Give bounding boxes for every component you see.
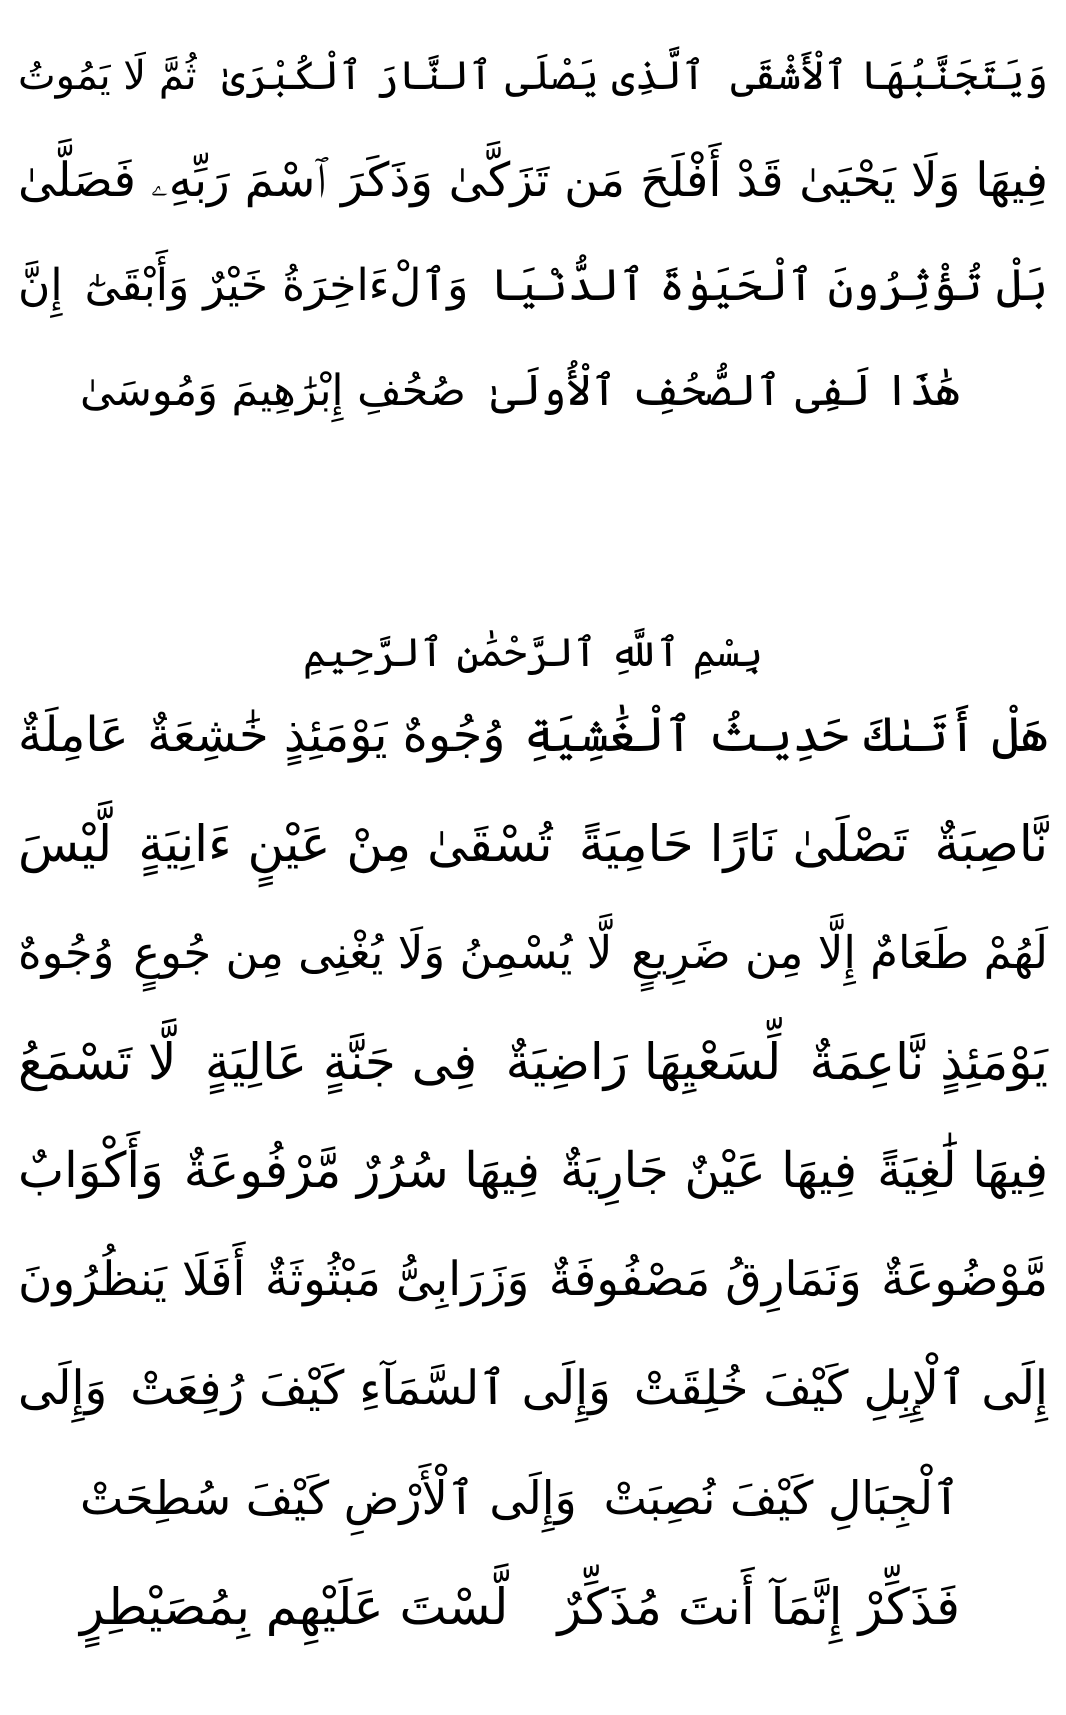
verse-phrase: وُجُوهٌ — [18, 926, 115, 979]
verse-phrase: هَٰذَا لَفِى ٱلصُّحُفِ ٱلْأُولَىٰ — [490, 366, 960, 416]
verse-phrase: لَّا يُسْمِنُ وَلَا يُغْنِى مِن جُوعٍ — [133, 926, 613, 979]
verse-phrase: تُسْقَىٰ مِنْ عَيْنٍ ءَانِيَةٍ — [138, 815, 553, 873]
verse-phrase: وَزَرَابِىُّ مَبْثُوثَةٌ — [264, 1252, 530, 1307]
verse-phrase: لَّيْسَ — [18, 815, 113, 873]
verse-phrase: هَلْ أَتَىٰكَ حَدِيثُ ٱلْغَٰشِيَةِ — [524, 707, 1048, 763]
text-line — [80, 351, 960, 431]
verse-phrase: وَأَكْوَابٌ — [18, 1142, 164, 1199]
text-line — [18, 1131, 1048, 1211]
text-line — [18, 1349, 1048, 1429]
text-line — [80, 1567, 960, 1647]
verse-phrase: وَإِلَى ٱلسَّمَآءِ كَيْفَ رُفِعَتْ — [130, 1361, 611, 1416]
verse-phrase: قَدْ أَفْلَحَ مَن تَزَكَّىٰ — [448, 153, 784, 208]
verse-phrase: وُجُوهٌ يَوْمَئِذٍ خَٰشِعَةٌ — [147, 707, 506, 763]
verse-phrase: ٱلَّذِى يَصْلَى ٱلنَّارَ ٱلْكُبْرَىٰ — [221, 53, 706, 99]
verse-phrase: وَيَتَجَنَّبُهَا ٱلْأَشْقَى — [730, 53, 1048, 99]
verse-phrase: إِلَى ٱلْإِبِلِ كَيْفَ خُلِقَتْ — [633, 1361, 1048, 1416]
verse-phrase: عَامِلَةٌ — [18, 707, 129, 763]
verse-phrase: يَوْمَئِذٍ نَّاعِمَةٌ — [809, 1033, 1048, 1091]
verse-phrase: فِيهَا عَيْنٌ جَارِيَةٌ — [560, 1142, 857, 1199]
verse-phrase: وَذَكَرَ ٱسْمَ رَبِّهِۦ فَصَلَّىٰ — [18, 153, 433, 208]
verse-phrase: فِيهَا وَلَا يَحْيَىٰ — [799, 153, 1048, 208]
verse-phrase: أَفَلَا يَنظُرُونَ — [18, 1252, 246, 1307]
verse-phrase: صُحُفِ إِبْرَٰهِيمَ وَمُوسَىٰ — [80, 366, 466, 416]
verse-phrase: وَإِلَى ٱلْأَرْضِ كَيْفَ سُطِحَتْ — [80, 1471, 577, 1525]
verse-phrase: لَهُمْ طَعَامٌ إِلَّا مِن ضَرِيعٍ — [631, 926, 1048, 979]
verse-phrase: لِّسَعْيِهَا رَاضِيَةٌ — [505, 1033, 782, 1091]
verse-phrase: فِيهَا لَٰغِيَةً — [877, 1142, 1048, 1199]
verse-phrase: فِى جَنَّةٍ عَالِيَةٍ — [204, 1033, 478, 1091]
verse-phrase: مَّوْضُوعَةٌ — [881, 1252, 1048, 1307]
verse-phrase: وَإِلَى — [18, 1361, 108, 1416]
text-line — [18, 1022, 1048, 1102]
verse-phrase: فِيهَا سُرُرٌ مَّرْفُوعَةٌ — [183, 1142, 540, 1199]
text-line — [18, 36, 1048, 116]
text-line — [18, 913, 1048, 993]
basmala: بِسْمِ ٱللَّهِ ٱلرَّحْمَٰنِ ٱلرَّحِيمِ — [302, 630, 764, 676]
text-line — [18, 804, 1048, 884]
text-line — [18, 695, 1048, 775]
verse-phrase: لَّسْتَ عَلَيْهِم بِمُصَيْطِرٍ — [80, 1578, 509, 1636]
text-line — [80, 1458, 960, 1538]
verse-phrase: تَصْلَىٰ نَارًا حَامِيَةً — [578, 815, 909, 873]
verse-phrase: إِنَّ — [18, 260, 63, 311]
verse-phrase: بَلْ تُؤْثِرُونَ ٱلْحَيَوٰةَ ٱلدُّنْيَا — [490, 260, 1048, 311]
text-line — [18, 246, 1048, 326]
verse-phrase: ثُمَّ لَا يَمُوتُ — [18, 53, 197, 99]
text-line — [18, 141, 1048, 221]
verse-phrase: لَّا تَسْمَعُ — [18, 1033, 177, 1091]
verse-phrase: وَٱلْءَاخِرَةُ خَيْرٌ وَأَبْقَىٰٓ — [84, 260, 469, 311]
verse-phrase: وَنَمَارِقُ مَصْفُوفَةٌ — [548, 1252, 862, 1307]
verse-phrase: نَّاصِبَةٌ — [934, 815, 1048, 873]
verse-phrase: فَذَكِّرْ إِنَّمَآ أَنتَ مُذَكِّرٌ — [557, 1578, 960, 1636]
verse-phrase: ٱلْجِبَالِ كَيْفَ نُصِبَتْ — [603, 1471, 960, 1525]
text-line — [18, 1240, 1048, 1320]
